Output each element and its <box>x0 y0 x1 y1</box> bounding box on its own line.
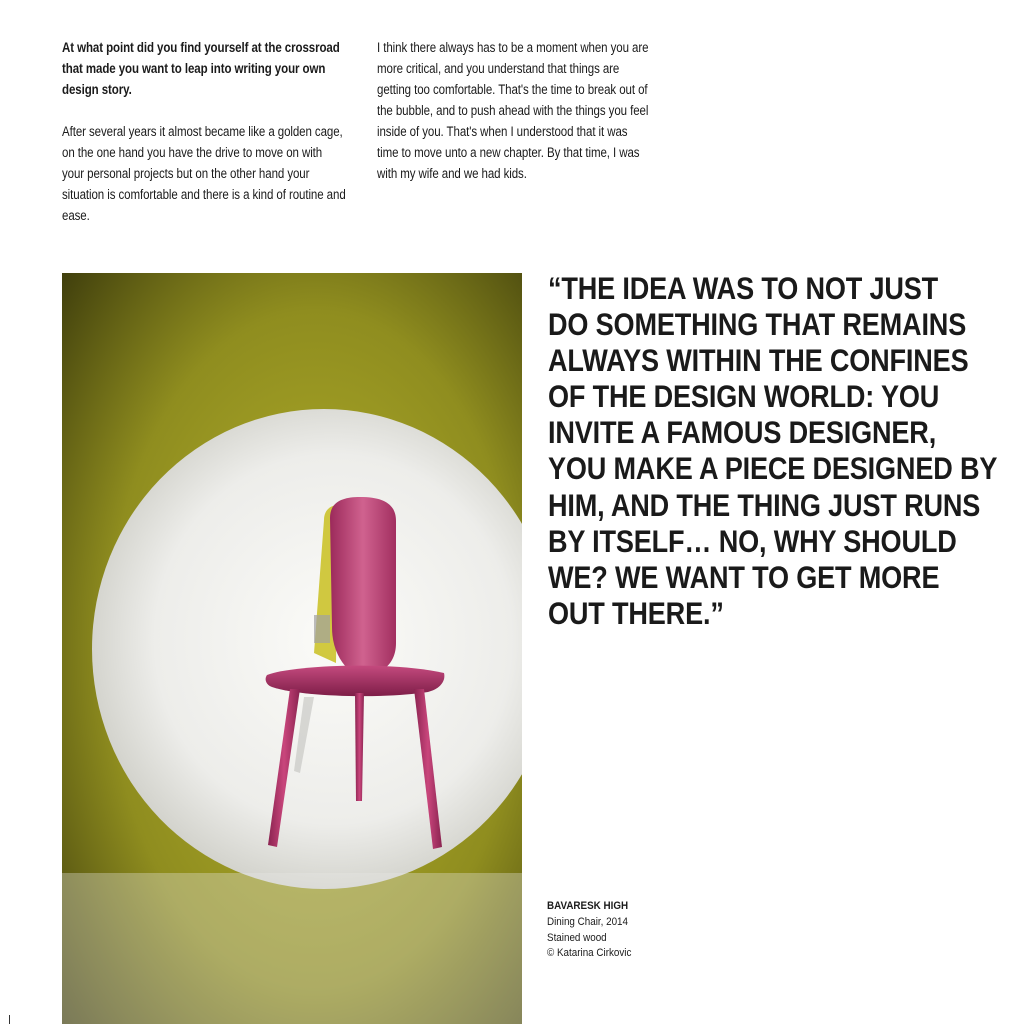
right-column <box>377 37 649 184</box>
pull-quote-line: HIM, AND THE THING JUST RUNS <box>548 486 981 523</box>
left-column <box>62 37 346 226</box>
answer-paragraph-right: I think there always has to be a moment when you are more critical, and you understand that things are getting too comfortable. That's the time to break out of the bubble, and to push ahead with the things you feel inside of you. That's when I understood that it was time to move unto a new chapter. By that time, I was with my wife and we had kids. <box>377 40 649 181</box>
pull-quote-line: BY ITSELF… NO, WHY SHOULD <box>548 522 957 559</box>
pull-quote-line: OUT THERE.” <box>548 594 724 631</box>
caption-credit: © Katarina Cirkovic <box>547 947 632 960</box>
pull-quote <box>548 270 1004 631</box>
caption-line: Stained wood <box>547 931 607 944</box>
chair-photo-illustration <box>62 273 522 1024</box>
pull-quote-line: OF THE DESIGN WORLD: YOU <box>548 378 940 415</box>
pull-quote-line: ALWAYS WITHIN THE CONFINES <box>548 342 969 379</box>
chair-photo <box>62 273 522 1024</box>
caption-title: BAVARESK HIGH <box>547 900 629 912</box>
pull-quote-line: DO SOMETHING THAT REMAINS <box>548 306 967 343</box>
pull-quote-line: YOU MAKE A PIECE DESIGNED BY <box>548 450 998 487</box>
answer-paragraph-left: After several years it almost became like a golden cage, on the one hand you have the drive to move on with your personal projects but on the other hand your situation is comfortable and there is a kind of routine and ease. <box>62 124 346 223</box>
pull-quote-line: WE? WE WANT TO GET MORE <box>548 558 940 595</box>
photo-caption <box>547 899 723 962</box>
pull-quote-line: INVITE A FAMOUS DESIGNER, <box>548 414 937 451</box>
pull-quote-line: “THE IDEA WAS TO NOT JUST <box>548 270 939 306</box>
interview-question: At what point did you find yourself at the crossroad that made you want to leap into writing your own design story. <box>62 40 340 97</box>
crop-mark <box>9 1015 10 1024</box>
caption-line: Dining Chair, 2014 <box>547 915 629 928</box>
